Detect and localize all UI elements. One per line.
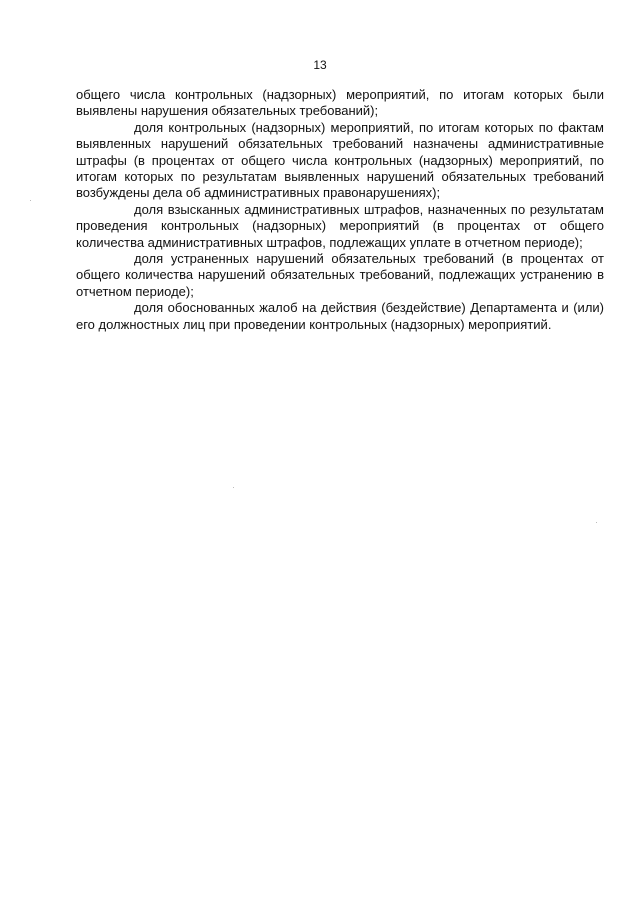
page-number: 13	[313, 58, 327, 72]
scan-speck	[30, 200, 31, 201]
document-body	[76, 87, 604, 333]
paragraph-2: доля контрольных (надзорных) мероприятий, по итогам которых по фактам выявленных нарушений обязательных требований назначены административные штрафы (в процентах от общего числа контрольных (надзорных) мероприятий, по итогам которых по результатам выявленных нарушений обязательных требований возбуждены дела об административных правонарушениях);	[76, 119, 604, 201]
scan-speck	[233, 487, 234, 488]
paragraph-3: доля взысканных административных штрафов, назначенных по результатам проведения контрольных (надзорных) мероприятий (в процентах от общего количества административных штрафов, подлежащих уплате в отчетном периоде);	[76, 201, 604, 250]
paragraph-1: общего числа контрольных (надзорных) мероприятий, по итогам которых были выявлены нарушения обязательных требований);	[76, 87, 604, 119]
paragraph-5: доля обоснованных жалоб на действия (бездействие) Департамента и (или) его должностных лиц при проведении контрольных (надзорных) мероприятий.	[76, 300, 604, 332]
paragraph-4: доля устраненных нарушений обязательных требований (в процентах от общего количества нарушений обязательных требований, подлежащих устранению в отчетном периоде);	[76, 251, 604, 299]
scan-speck	[596, 522, 597, 523]
